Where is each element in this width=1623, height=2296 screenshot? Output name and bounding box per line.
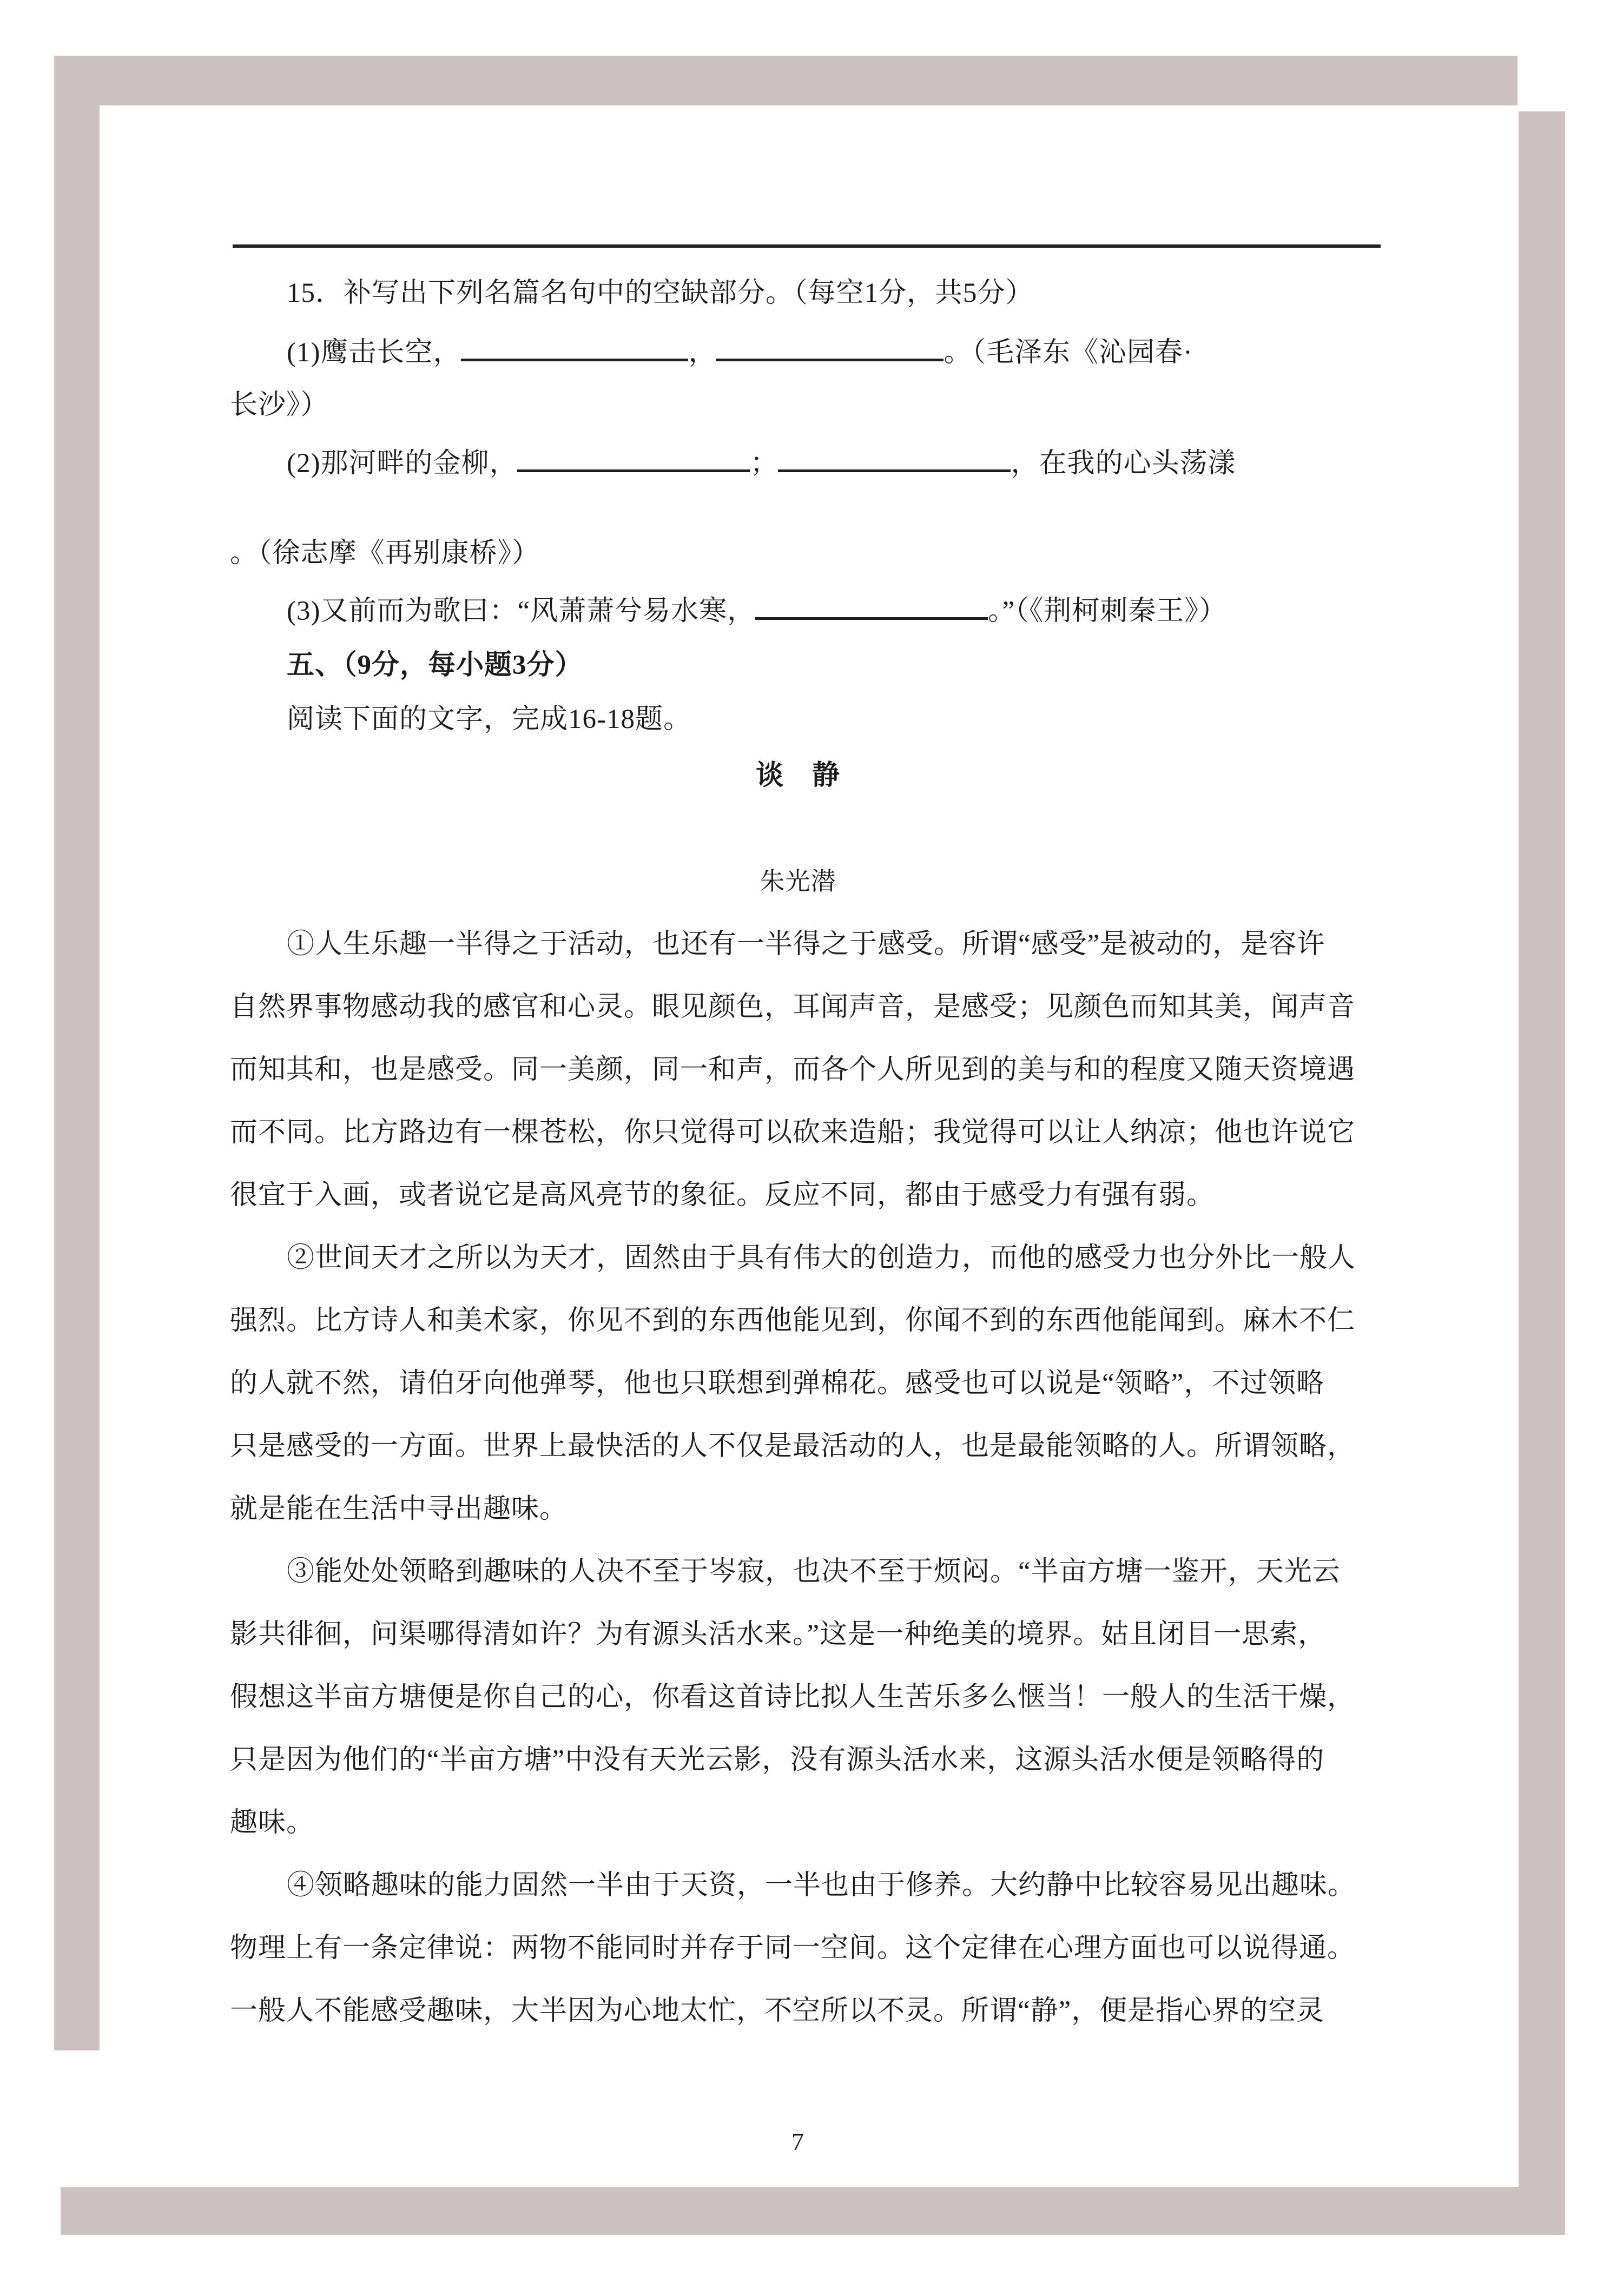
essay-line: 物理上有一条定律说：两物不能同时并存于同一空间。这个定律在心理方面也可以说得通。	[230, 1933, 1356, 1963]
section-5-heading: 五、（9分，每小题3分）	[287, 650, 583, 680]
page-number: 7	[791, 2128, 804, 2155]
essay-line: 只是因为他们的“半亩方塘”中没有天光云影，没有源头活水来，这源头活水便是领略得的	[230, 1745, 1325, 1775]
frame-top-bar	[54, 56, 1518, 105]
frame-right-bar	[1519, 111, 1565, 2235]
question-15-stem: 15．补写出下列名篇名句中的空缺部分。（每空1分，共5分）	[287, 278, 1034, 308]
essay-line: ②世间天才之所以为天才，固然由于具有伟大的创造力，而他的感受力也分外比一般人	[287, 1243, 1356, 1273]
essay-title: 谈 静	[755, 760, 840, 791]
answer-blank-line	[778, 445, 1011, 472]
question-15-item-3	[230, 592, 1423, 627]
question-15-item-2-continuation: 。（徐志摩《再别康桥》）	[230, 538, 540, 568]
answer-blank-line	[755, 592, 988, 620]
item-3-text-start: (3)又前而为歌曰：“风萧萧兮易水寒，	[287, 596, 756, 626]
essay-line: 强烈。比方诗人和美术家，你见不到的东西他能见到，你闻不到的东西他能闻到。麻木不仁	[230, 1306, 1356, 1336]
essay-line: ④领略趣味的能力固然一半由于天资，一半也由于修养。大约静中比较容易见出趣味。	[287, 1870, 1356, 1901]
essay-line: 趣味。	[230, 1808, 315, 1838]
essay-line: 就是能在生活中寻出趣味。	[230, 1494, 568, 1524]
header-divider-rule	[233, 244, 1381, 248]
answer-blank-line	[461, 334, 688, 361]
question-15-item-1	[230, 334, 1423, 369]
essay-line: 而不同。比方路边有一棵苍松，你只觉得可以砍来造船；我觉得可以让人纳凉；他也许说它	[230, 1117, 1356, 1148]
essay-line: 很宜于入画，或者说它是高风亮节的象征。反应不同，都由于感受力有强有弱。	[230, 1180, 1215, 1210]
answer-blank-line	[517, 445, 750, 472]
essay-line: ③能处处领略到趣味的人决不至于岑寂，也决不至于烦闷。“半亩方塘一鉴开，天光云	[287, 1557, 1341, 1587]
frame-left-bar	[54, 56, 100, 2050]
essay-line: 自然界事物感动我的感官和心灵。眼见颜色，耳闻声音，是感受；见颜色而知其美，闻声音	[230, 992, 1356, 1022]
item-2-text-end: ，在我的心头荡漾	[1011, 448, 1236, 479]
essay-line: 的人就不然，请伯牙向他弹琴，他也只联想到弹棉花。感受也可以说是“领略”，不过领略	[230, 1368, 1325, 1399]
frame-bottom-bar	[61, 2187, 1565, 2235]
item-1-source-start: 。（毛泽东《沁园春·	[944, 338, 1193, 368]
essay-line: ①人生乐趣一半得之于活动，也还有一半得之于感受。所谓“感受”是被动的，是容许	[287, 929, 1325, 960]
essay-line: 而知其和，也是感受。同一美颜，同一和声，而各个人所见到的美与和的程度又随天资境遇	[230, 1055, 1356, 1085]
section-5-instruction: 阅读下面的文字，完成16-18题。	[287, 704, 691, 735]
item-2-semicolon: ；	[750, 448, 778, 479]
essay-line: 假想这半亩方塘便是你自己的心，你看这首诗比拟人生苦乐多么惬当！一般人的生活干燥，	[230, 1682, 1356, 1712]
essay-author: 朱光潜	[760, 868, 836, 895]
question-15-item-2	[230, 445, 1423, 480]
answer-blank-line	[716, 334, 944, 361]
item-1-text-start: (1)鹰击长空，	[287, 338, 461, 368]
essay-line: 影共徘徊，问渠哪得清如许？为有源头活水来。”这是一种绝美的境界。姑且闭目一思索，	[230, 1619, 1327, 1650]
question-15-item-1-continuation: 长沙》）	[230, 390, 329, 420]
item-2-text-start: (2)那河畔的金柳，	[287, 448, 518, 479]
essay-line: 只是感受的一方面。世界上最快活的人不仅是最活动的人，也是最能领略的人。所谓领略，	[230, 1431, 1356, 1461]
essay-line: 一般人不能感受趣味，大半因为心地太忙，不空所以不灵。所谓“静”，便是指心界的空灵	[230, 1996, 1325, 2026]
item-1-comma: ，	[688, 338, 717, 368]
item-3-source: 。”（《荆柯刺秦王》）	[988, 596, 1227, 626]
